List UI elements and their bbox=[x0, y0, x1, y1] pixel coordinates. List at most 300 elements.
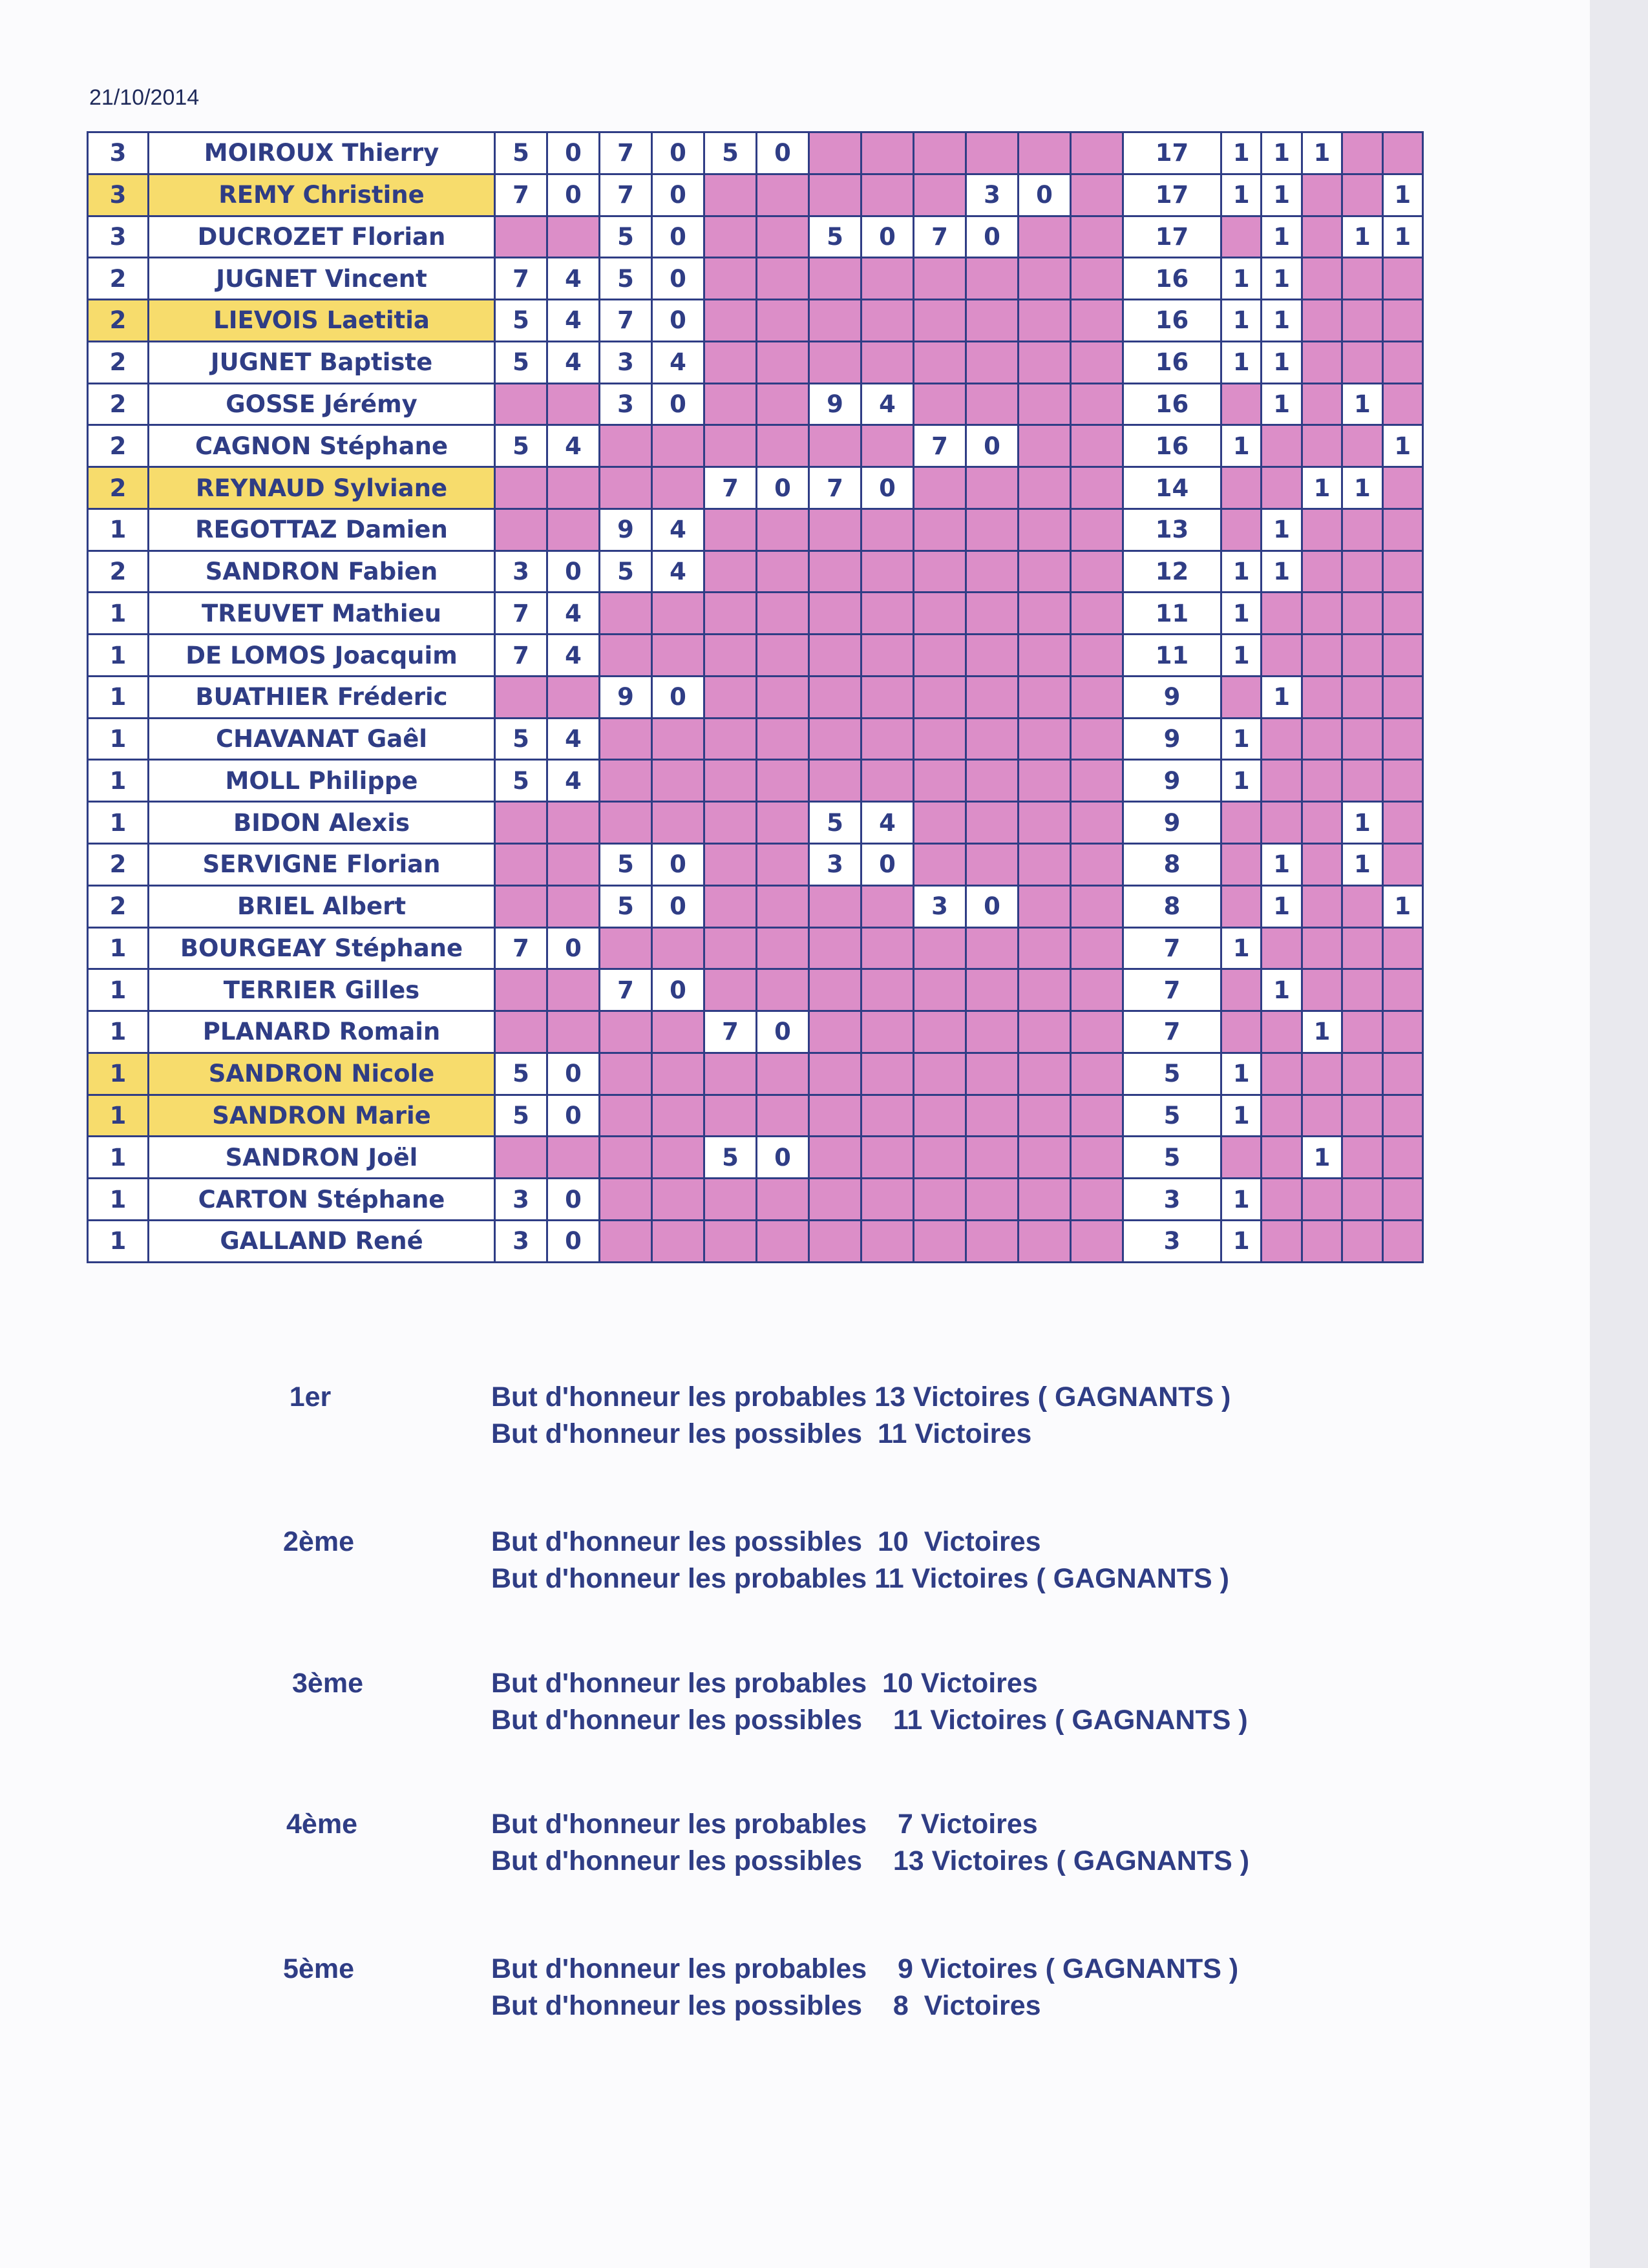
score-cell bbox=[966, 383, 1019, 425]
score-cell bbox=[914, 760, 966, 802]
flag-cell bbox=[1262, 1011, 1302, 1053]
score-cell bbox=[809, 1011, 861, 1053]
score-cell bbox=[861, 1179, 914, 1221]
score-cell bbox=[547, 216, 600, 258]
score-cell: 4 bbox=[547, 593, 600, 635]
flag-cell bbox=[1342, 969, 1382, 1011]
table-row bbox=[88, 635, 1423, 677]
rank-cell: 2 bbox=[88, 551, 149, 593]
score-cell: 0 bbox=[861, 467, 914, 509]
score-cell bbox=[757, 593, 809, 635]
table-row bbox=[88, 300, 1423, 342]
score-cell: 5 bbox=[704, 132, 757, 174]
score-cell bbox=[966, 718, 1019, 760]
score-cell: 3 bbox=[495, 1179, 547, 1221]
table-row bbox=[88, 467, 1423, 509]
score-cell bbox=[966, 1095, 1019, 1137]
score-cell bbox=[704, 635, 757, 677]
flag-cell bbox=[1342, 1095, 1382, 1137]
score-cell bbox=[600, 1095, 652, 1137]
rank-cell: 1 bbox=[88, 1220, 149, 1262]
flag-cell: 1 bbox=[1262, 844, 1302, 886]
flag-cell bbox=[1302, 1179, 1342, 1221]
score-cell bbox=[914, 1095, 966, 1137]
score-cell bbox=[809, 760, 861, 802]
total-cell: 16 bbox=[1123, 383, 1221, 425]
score-cell bbox=[1071, 258, 1123, 300]
score-cell bbox=[1071, 844, 1123, 886]
score-cell bbox=[704, 300, 757, 342]
score-cell: 0 bbox=[652, 844, 704, 886]
total-cell: 14 bbox=[1123, 467, 1221, 509]
score-cell bbox=[1071, 760, 1123, 802]
score-cell bbox=[966, 927, 1019, 969]
flag-cell: 1 bbox=[1221, 258, 1262, 300]
score-cell: 7 bbox=[495, 593, 547, 635]
flag-cell bbox=[1382, 1220, 1422, 1262]
score-cell bbox=[757, 1053, 809, 1095]
flag-cell bbox=[1382, 760, 1422, 802]
summary-line: But d'honneur les possibles 13 Victoires ( GAGNANTS ) bbox=[491, 1845, 1250, 1876]
player-name-cell: SANDRON Joël bbox=[149, 1137, 495, 1179]
flag-cell: 1 bbox=[1221, 551, 1262, 593]
score-cell: 5 bbox=[495, 1053, 547, 1095]
score-cell: 0 bbox=[652, 383, 704, 425]
score-cell bbox=[1071, 885, 1123, 927]
score-cell bbox=[1019, 1179, 1071, 1221]
score-cell bbox=[547, 676, 600, 718]
score-cell: 9 bbox=[600, 676, 652, 718]
player-name-cell: CHAVANAT Gaêl bbox=[149, 718, 495, 760]
total-cell: 7 bbox=[1123, 1011, 1221, 1053]
score-cell: 3 bbox=[914, 885, 966, 927]
score-cell bbox=[914, 1220, 966, 1262]
score-cell bbox=[757, 300, 809, 342]
score-cell bbox=[1019, 676, 1071, 718]
flag-cell bbox=[1302, 1053, 1342, 1095]
score-cell: 5 bbox=[600, 844, 652, 886]
score-cell bbox=[914, 802, 966, 844]
score-cell bbox=[914, 1179, 966, 1221]
score-cell: 7 bbox=[809, 467, 861, 509]
flag-cell bbox=[1382, 1137, 1422, 1179]
score-cell bbox=[704, 1053, 757, 1095]
score-cell: 0 bbox=[757, 467, 809, 509]
score-cell bbox=[1019, 1053, 1071, 1095]
score-cell: 0 bbox=[966, 216, 1019, 258]
score-cell bbox=[809, 1220, 861, 1262]
table-row bbox=[88, 1011, 1423, 1053]
summary-line: But d'honneur les possibles 8 Victoires bbox=[491, 1990, 1041, 2021]
score-cell bbox=[914, 635, 966, 677]
flag-cell bbox=[1382, 132, 1422, 174]
score-cell bbox=[1019, 802, 1071, 844]
score-cell bbox=[1019, 969, 1071, 1011]
score-cell bbox=[652, 760, 704, 802]
score-cell bbox=[1019, 885, 1071, 927]
score-cell bbox=[757, 969, 809, 1011]
score-cell: 4 bbox=[547, 258, 600, 300]
score-cell: 7 bbox=[600, 174, 652, 216]
score-cell: 0 bbox=[652, 969, 704, 1011]
table-row bbox=[88, 844, 1423, 886]
table-row bbox=[88, 551, 1423, 593]
player-name-cell: GALLAND René bbox=[149, 1220, 495, 1262]
flag-cell bbox=[1382, 551, 1422, 593]
table-row bbox=[88, 969, 1423, 1011]
page-date: 21/10/2014 bbox=[89, 85, 200, 110]
score-cell bbox=[1071, 174, 1123, 216]
score-cell bbox=[1019, 551, 1071, 593]
score-cell bbox=[652, 927, 704, 969]
score-cell bbox=[1071, 1053, 1123, 1095]
score-cell bbox=[861, 927, 914, 969]
score-cell: 9 bbox=[600, 509, 652, 551]
score-cell bbox=[600, 1137, 652, 1179]
flag-cell bbox=[1342, 425, 1382, 467]
score-cell: 4 bbox=[652, 509, 704, 551]
rank-cell: 1 bbox=[88, 802, 149, 844]
flag-cell bbox=[1262, 1137, 1302, 1179]
score-cell bbox=[809, 425, 861, 467]
score-cell bbox=[757, 383, 809, 425]
rank-cell: 2 bbox=[88, 341, 149, 383]
summary-line: But d'honneur les possibles 11 Victoires bbox=[491, 1418, 1032, 1449]
total-cell: 16 bbox=[1123, 425, 1221, 467]
rank-cell: 3 bbox=[88, 216, 149, 258]
score-cell: 7 bbox=[495, 635, 547, 677]
score-cell bbox=[1071, 1220, 1123, 1262]
score-cell: 5 bbox=[495, 1095, 547, 1137]
score-cell: 9 bbox=[809, 383, 861, 425]
score-cell: 0 bbox=[547, 1179, 600, 1221]
player-name-cell: SANDRON Fabien bbox=[149, 551, 495, 593]
score-cell: 0 bbox=[547, 174, 600, 216]
flag-cell: 1 bbox=[1221, 1220, 1262, 1262]
flag-cell bbox=[1262, 1179, 1302, 1221]
score-cell bbox=[809, 927, 861, 969]
score-cell bbox=[1019, 258, 1071, 300]
score-cell bbox=[600, 635, 652, 677]
flag-cell bbox=[1342, 927, 1382, 969]
flag-cell bbox=[1302, 635, 1342, 677]
flag-cell bbox=[1342, 676, 1382, 718]
score-cell: 5 bbox=[495, 718, 547, 760]
score-cell bbox=[966, 509, 1019, 551]
score-cell: 0 bbox=[547, 132, 600, 174]
score-cell bbox=[495, 802, 547, 844]
score-cell bbox=[1071, 1137, 1123, 1179]
player-name-cell: REYNAUD Sylviane bbox=[149, 467, 495, 509]
score-cell: 3 bbox=[600, 341, 652, 383]
score-cell bbox=[914, 676, 966, 718]
flag-cell bbox=[1382, 467, 1422, 509]
score-cell bbox=[809, 1179, 861, 1221]
flag-cell bbox=[1221, 467, 1262, 509]
flag-cell bbox=[1342, 551, 1382, 593]
table-row bbox=[88, 216, 1423, 258]
player-name-cell: BRIEL Albert bbox=[149, 885, 495, 927]
score-cell: 0 bbox=[547, 927, 600, 969]
score-cell bbox=[1071, 635, 1123, 677]
score-cell bbox=[861, 885, 914, 927]
score-cell: 5 bbox=[809, 802, 861, 844]
score-cell bbox=[652, 593, 704, 635]
score-cell bbox=[600, 1220, 652, 1262]
score-cell bbox=[809, 509, 861, 551]
score-cell: 3 bbox=[600, 383, 652, 425]
score-cell bbox=[966, 1137, 1019, 1179]
score-cell bbox=[914, 341, 966, 383]
score-cell: 4 bbox=[547, 760, 600, 802]
total-cell: 8 bbox=[1123, 844, 1221, 886]
flag-cell: 1 bbox=[1342, 844, 1382, 886]
score-cell: 0 bbox=[861, 216, 914, 258]
total-cell: 16 bbox=[1123, 258, 1221, 300]
flag-cell bbox=[1302, 509, 1342, 551]
score-cell: 7 bbox=[600, 132, 652, 174]
score-cell: 0 bbox=[652, 300, 704, 342]
score-cell: 0 bbox=[757, 1011, 809, 1053]
flag-cell bbox=[1302, 383, 1342, 425]
score-cell bbox=[914, 969, 966, 1011]
score-cell bbox=[600, 467, 652, 509]
table-row bbox=[88, 132, 1423, 174]
score-cell bbox=[652, 1220, 704, 1262]
flag-cell bbox=[1262, 593, 1302, 635]
score-cell bbox=[757, 174, 809, 216]
flag-cell bbox=[1382, 927, 1422, 969]
score-cell bbox=[704, 593, 757, 635]
flag-cell bbox=[1262, 1095, 1302, 1137]
rank-cell: 2 bbox=[88, 300, 149, 342]
rank-cell: 2 bbox=[88, 467, 149, 509]
flag-cell bbox=[1302, 174, 1342, 216]
flag-cell: 1 bbox=[1262, 174, 1302, 216]
score-cell bbox=[861, 593, 914, 635]
standings-table bbox=[87, 131, 1424, 1263]
score-cell bbox=[809, 300, 861, 342]
total-cell: 5 bbox=[1123, 1137, 1221, 1179]
score-cell bbox=[547, 1011, 600, 1053]
score-cell: 5 bbox=[600, 885, 652, 927]
score-cell bbox=[757, 551, 809, 593]
score-cell bbox=[966, 1179, 1019, 1221]
score-cell bbox=[966, 1053, 1019, 1095]
score-cell bbox=[809, 885, 861, 927]
total-cell: 7 bbox=[1123, 969, 1221, 1011]
score-cell bbox=[809, 1095, 861, 1137]
player-name-cell: BOURGEAY Stéphane bbox=[149, 927, 495, 969]
flag-cell bbox=[1221, 885, 1262, 927]
score-cell bbox=[1019, 509, 1071, 551]
flag-cell bbox=[1382, 258, 1422, 300]
score-cell bbox=[809, 676, 861, 718]
place-label: 5ème bbox=[283, 1953, 354, 1984]
flag-cell: 1 bbox=[1221, 1053, 1262, 1095]
flag-cell bbox=[1302, 258, 1342, 300]
flag-cell bbox=[1302, 593, 1342, 635]
score-cell bbox=[966, 844, 1019, 886]
score-cell bbox=[704, 383, 757, 425]
flag-cell: 1 bbox=[1221, 425, 1262, 467]
score-cell: 0 bbox=[547, 551, 600, 593]
score-cell bbox=[1071, 676, 1123, 718]
score-cell bbox=[809, 1137, 861, 1179]
score-cell bbox=[757, 1179, 809, 1221]
summary-line: But d'honneur les probables 13 Victoires ( GAGNANTS ) bbox=[491, 1381, 1231, 1412]
flag-cell: 1 bbox=[1262, 216, 1302, 258]
total-cell: 9 bbox=[1123, 802, 1221, 844]
score-cell: 0 bbox=[966, 885, 1019, 927]
score-cell bbox=[652, 1095, 704, 1137]
rank-cell: 1 bbox=[88, 718, 149, 760]
score-cell bbox=[809, 551, 861, 593]
score-cell bbox=[1019, 1137, 1071, 1179]
score-cell: 0 bbox=[652, 132, 704, 174]
score-cell bbox=[495, 467, 547, 509]
score-cell bbox=[1019, 635, 1071, 677]
score-cell bbox=[861, 551, 914, 593]
flag-cell bbox=[1382, 300, 1422, 342]
score-cell bbox=[1019, 341, 1071, 383]
player-name-cell: REMY Christine bbox=[149, 174, 495, 216]
flag-cell bbox=[1221, 216, 1262, 258]
score-cell: 7 bbox=[495, 927, 547, 969]
score-cell bbox=[495, 1011, 547, 1053]
score-cell bbox=[914, 1011, 966, 1053]
score-cell bbox=[966, 1011, 1019, 1053]
score-cell bbox=[757, 844, 809, 886]
score-cell bbox=[652, 802, 704, 844]
score-cell bbox=[1071, 300, 1123, 342]
score-cell bbox=[1019, 927, 1071, 969]
score-cell: 0 bbox=[547, 1220, 600, 1262]
flag-cell: 1 bbox=[1262, 132, 1302, 174]
score-cell bbox=[652, 1179, 704, 1221]
flag-cell bbox=[1262, 1220, 1302, 1262]
flag-cell bbox=[1382, 969, 1422, 1011]
score-cell bbox=[914, 383, 966, 425]
score-cell bbox=[600, 760, 652, 802]
score-cell bbox=[809, 969, 861, 1011]
flag-cell bbox=[1382, 718, 1422, 760]
score-cell bbox=[861, 718, 914, 760]
score-cell bbox=[966, 802, 1019, 844]
rank-cell: 1 bbox=[88, 1179, 149, 1221]
score-cell bbox=[704, 760, 757, 802]
paper-edge bbox=[1590, 0, 1648, 2268]
flag-cell bbox=[1342, 760, 1382, 802]
player-name-cell: JUGNET Vincent bbox=[149, 258, 495, 300]
score-cell bbox=[547, 467, 600, 509]
table-row bbox=[88, 509, 1423, 551]
score-cell bbox=[704, 509, 757, 551]
score-cell bbox=[757, 885, 809, 927]
score-cell: 0 bbox=[652, 174, 704, 216]
flag-cell: 1 bbox=[1342, 383, 1382, 425]
score-cell: 4 bbox=[652, 551, 704, 593]
flag-cell bbox=[1382, 635, 1422, 677]
score-cell: 3 bbox=[966, 174, 1019, 216]
score-cell bbox=[861, 341, 914, 383]
flag-cell bbox=[1262, 635, 1302, 677]
score-cell bbox=[652, 1137, 704, 1179]
flag-cell: 1 bbox=[1382, 885, 1422, 927]
place-label: 4ème bbox=[286, 1809, 357, 1840]
flag-cell: 1 bbox=[1302, 132, 1342, 174]
score-cell bbox=[600, 802, 652, 844]
flag-cell bbox=[1382, 844, 1422, 886]
rank-cell: 1 bbox=[88, 593, 149, 635]
flag-cell bbox=[1302, 1220, 1342, 1262]
score-cell bbox=[914, 509, 966, 551]
summary-line: But d'honneur les probables 10 Victoires bbox=[491, 1668, 1038, 1699]
flag-cell: 1 bbox=[1221, 718, 1262, 760]
total-cell: 3 bbox=[1123, 1220, 1221, 1262]
score-cell: 3 bbox=[809, 844, 861, 886]
score-cell bbox=[861, 425, 914, 467]
score-cell bbox=[1019, 844, 1071, 886]
score-cell bbox=[809, 258, 861, 300]
rank-cell: 3 bbox=[88, 174, 149, 216]
score-cell bbox=[914, 174, 966, 216]
score-cell bbox=[1019, 383, 1071, 425]
score-cell bbox=[704, 1220, 757, 1262]
score-cell: 4 bbox=[652, 341, 704, 383]
score-cell: 5 bbox=[495, 341, 547, 383]
flag-cell bbox=[1302, 844, 1342, 886]
score-cell bbox=[704, 1179, 757, 1221]
table-row bbox=[88, 802, 1423, 844]
flag-cell bbox=[1302, 216, 1342, 258]
table-row bbox=[88, 676, 1423, 718]
flag-cell: 1 bbox=[1221, 927, 1262, 969]
flag-cell bbox=[1342, 341, 1382, 383]
total-cell: 3 bbox=[1123, 1179, 1221, 1221]
player-name-cell: GOSSE Jérémy bbox=[149, 383, 495, 425]
flag-cell bbox=[1342, 509, 1382, 551]
score-cell bbox=[704, 216, 757, 258]
score-cell bbox=[600, 1011, 652, 1053]
summary-line: But d'honneur les probables 9 Victoires ( GAGNANTS ) bbox=[491, 1953, 1239, 1984]
table-row bbox=[88, 1053, 1423, 1095]
total-cell: 16 bbox=[1123, 341, 1221, 383]
flag-cell bbox=[1342, 132, 1382, 174]
score-cell bbox=[547, 802, 600, 844]
score-cell: 3 bbox=[495, 1220, 547, 1262]
score-cell bbox=[1071, 802, 1123, 844]
score-cell bbox=[861, 969, 914, 1011]
total-cell: 9 bbox=[1123, 760, 1221, 802]
flag-cell bbox=[1221, 509, 1262, 551]
score-cell bbox=[1019, 300, 1071, 342]
score-cell: 4 bbox=[861, 802, 914, 844]
flag-cell: 1 bbox=[1302, 1137, 1342, 1179]
flag-cell: 1 bbox=[1262, 676, 1302, 718]
score-cell bbox=[1071, 467, 1123, 509]
table-row bbox=[88, 718, 1423, 760]
score-cell bbox=[495, 216, 547, 258]
flag-cell: 1 bbox=[1262, 258, 1302, 300]
score-cell bbox=[1071, 593, 1123, 635]
player-name-cell: MOLL Philippe bbox=[149, 760, 495, 802]
flag-cell bbox=[1382, 593, 1422, 635]
score-cell bbox=[809, 174, 861, 216]
score-cell bbox=[652, 425, 704, 467]
flag-cell: 1 bbox=[1221, 300, 1262, 342]
score-cell: 7 bbox=[704, 467, 757, 509]
